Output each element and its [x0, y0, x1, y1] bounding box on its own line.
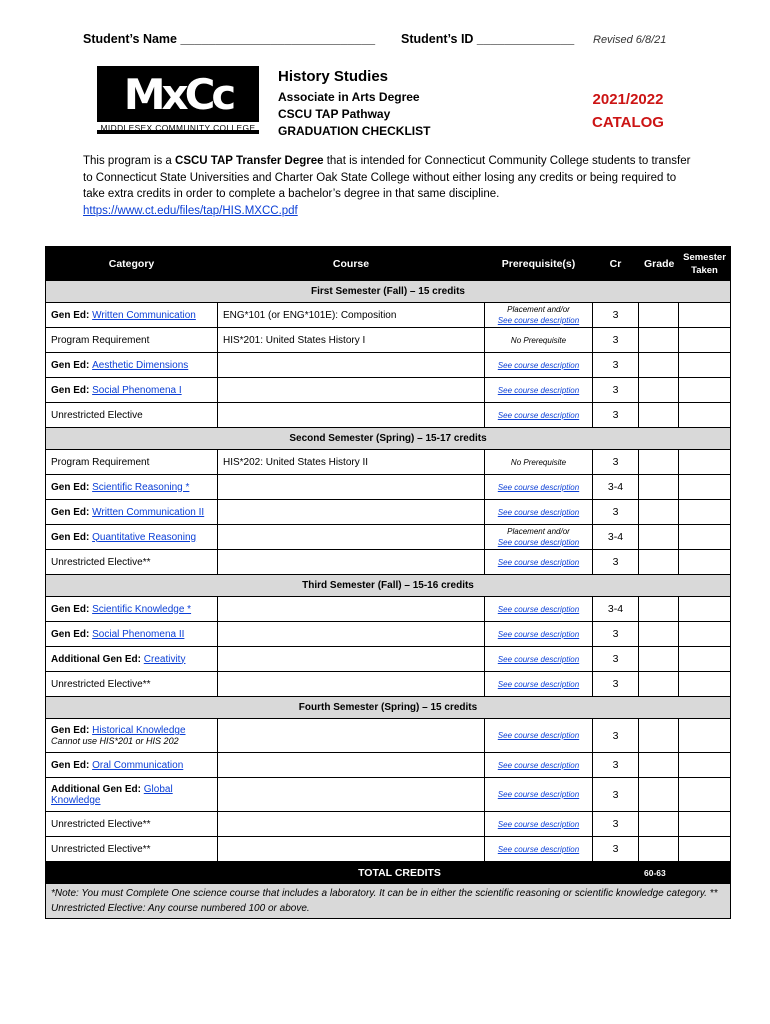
category-cell [46, 500, 218, 525]
course-cell[interactable] [218, 778, 485, 812]
table-row [46, 622, 731, 647]
credits-cell: 3 [593, 353, 639, 378]
semester-taken-cell[interactable] [679, 812, 731, 837]
table-row [46, 550, 731, 575]
prerequisite-cell [485, 475, 593, 500]
category-label: Unrestricted Elective** [51, 818, 151, 830]
student-info-line [83, 32, 683, 52]
table-row [46, 303, 731, 328]
grade-cell[interactable] [639, 672, 679, 697]
grade-cell[interactable] [639, 837, 679, 862]
table-row [46, 450, 731, 475]
footnote-text: *Note: You must Complete One science course that includes a laboratory. It can be in either the scientific reasoning or scientific knowledge category. ** Unrestricted Elective: Any course numbered 100 or above. [46, 884, 731, 919]
college-logo [97, 66, 259, 134]
course-cell[interactable] [218, 550, 485, 575]
semester-taken-cell[interactable] [679, 550, 731, 575]
credits-cell: 3 [593, 753, 639, 778]
intro-text-end: that is intended for Connecticut Community College students to transfer to Connecticut State Universities and Charter Oak State College without either losing any credits or being required to take extra credits in order to complete a bachelor’s degree in that same discipline. [83, 155, 691, 200]
category-prefix: Gen Ed: [51, 759, 93, 771]
header-credits: Cr [593, 247, 639, 281]
grade-cell[interactable] [639, 647, 679, 672]
category-cell [46, 672, 218, 697]
course-description-link[interactable]: See course description [497, 410, 580, 420]
table-row [46, 353, 731, 378]
header-grade: Grade [639, 247, 679, 281]
credits-cell: 3 [593, 622, 639, 647]
category-link[interactable]: Social Phenomena II [92, 628, 185, 640]
category-link[interactable]: Scientific Reasoning * [92, 481, 190, 493]
category-prefix: Gen Ed: [51, 309, 93, 321]
course-description-link[interactable]: See course description [497, 482, 580, 492]
credits-cell: 3 [593, 778, 639, 812]
course-cell[interactable] [218, 378, 485, 403]
course-description-link[interactable]: See course description [497, 731, 580, 740]
tap-pdf-link[interactable]: https://www.ct.edu/files/tap/HIS.MXCC.pdf [83, 204, 298, 217]
grade-cell[interactable] [639, 778, 679, 812]
table-row [46, 500, 731, 525]
category-label: Unrestricted Elective** [51, 843, 151, 855]
category-link[interactable]: Oral Communication [92, 759, 184, 771]
category-prefix: Gen Ed: [51, 725, 93, 736]
grade-cell[interactable] [639, 525, 679, 550]
credits-cell: 3 [593, 403, 639, 428]
category-label: Program Requirement [51, 334, 150, 346]
category-prefix: Gen Ed: [51, 603, 93, 615]
semester-taken-cell[interactable] [679, 672, 731, 697]
course-cell[interactable] [218, 475, 485, 500]
category-link[interactable]: Quantitative Reasoning [92, 531, 197, 543]
header-course: Course [218, 247, 485, 281]
category-note: Cannot use HIS*201 or HIS 202 [51, 736, 179, 746]
semester-taken-cell[interactable] [679, 597, 731, 622]
category-cell [46, 475, 218, 500]
prerequisite-cell [485, 778, 593, 812]
credits-cell: 3 [593, 328, 639, 353]
table-row [46, 672, 731, 697]
table-row [46, 837, 731, 862]
semester-header-row [46, 281, 731, 303]
course-description-link[interactable]: See course description [497, 604, 580, 614]
category-cell [46, 753, 218, 778]
prerequisite-text: No Prerequisite [510, 335, 567, 345]
grade-cell[interactable] [639, 812, 679, 837]
table-row [46, 597, 731, 622]
course-cell[interactable] [218, 812, 485, 837]
student-name-field[interactable]: Student’s Name ____________________________ [83, 32, 376, 46]
category-prefix: Gen Ed: [51, 506, 93, 518]
category-link[interactable]: Aesthetic Dimensions [92, 359, 189, 371]
category-label: Unrestricted Elective [51, 409, 143, 421]
grade-cell[interactable] [639, 353, 679, 378]
category-cell [46, 303, 218, 328]
semester-taken-cell[interactable] [679, 353, 731, 378]
grade-cell[interactable] [639, 303, 679, 328]
course-cell[interactable] [218, 672, 485, 697]
grade-cell[interactable] [639, 622, 679, 647]
category-cell [46, 353, 218, 378]
category-label: Unrestricted Elective** [51, 678, 151, 690]
credits-cell: 3 [593, 378, 639, 403]
table-row [46, 475, 731, 500]
prerequisite-cell [485, 647, 593, 672]
catalog-year: 2021/2022 [592, 91, 664, 108]
table-row [46, 378, 731, 403]
course-description-link[interactable]: See course description [497, 844, 580, 854]
semester-taken-cell[interactable] [679, 525, 731, 550]
course-description-link[interactable]: See course description [497, 679, 580, 689]
prerequisite-cell [485, 450, 593, 475]
credits-cell: 3 [593, 450, 639, 475]
category-label: Unrestricted Elective** [51, 556, 151, 568]
header-category: Category [46, 247, 218, 281]
total-credits-label: TOTAL CREDITS [46, 862, 639, 884]
prerequisite-cell [485, 550, 593, 575]
revised-date: Revised 6/8/21 [593, 34, 667, 46]
category-link[interactable]: Written Communication II [92, 506, 205, 518]
prerequisite-cell [485, 328, 593, 353]
category-cell [46, 597, 218, 622]
course-cell[interactable]: ENG*101 (or ENG*101E): Composition [218, 303, 485, 328]
course-description-link[interactable]: See course description [497, 819, 580, 829]
prerequisite-cell [485, 753, 593, 778]
category-cell [46, 328, 218, 353]
semester-taken-cell[interactable] [679, 475, 731, 500]
semester-taken-cell[interactable] [679, 303, 731, 328]
category-prefix: Gen Ed: [51, 359, 93, 371]
credits-cell: 3 [593, 837, 639, 862]
credits-cell: 3 [593, 303, 639, 328]
header-semester-taken: Semester Taken [679, 247, 731, 281]
category-prefix: Additional Gen Ed: [51, 653, 144, 665]
degree-type: Associate in Arts Degree [278, 90, 420, 104]
category-cell [46, 550, 218, 575]
course-description-link[interactable]: See course description [497, 538, 580, 547]
course-description-link[interactable]: See course description [497, 790, 580, 799]
category-prefix: Gen Ed: [51, 628, 93, 640]
semester-taken-cell[interactable] [679, 622, 731, 647]
category-link[interactable]: Creativity [143, 653, 186, 665]
logo-college-name: MIDDLESEX COMMUNITY COLLEGE [97, 122, 259, 130]
category-cell [46, 837, 218, 862]
category-label: Program Requirement [51, 456, 150, 468]
table-row [46, 719, 731, 753]
course-cell[interactable]: HIS*202: United States History II [218, 450, 485, 475]
table-row [46, 753, 731, 778]
table-row [46, 403, 731, 428]
course-cell[interactable] [218, 837, 485, 862]
intro-text-start: This program is a [83, 155, 176, 167]
program-title: History Studies [278, 68, 389, 85]
semester-taken-cell[interactable] [679, 328, 731, 353]
prerequisite-cell [485, 378, 593, 403]
prerequisite-cell [485, 597, 593, 622]
prerequisite-cell [485, 622, 593, 647]
semester-header-row [46, 697, 731, 719]
course-cell[interactable] [218, 353, 485, 378]
course-description-link[interactable]: See course description [497, 360, 580, 370]
semester-taken-cell[interactable] [679, 837, 731, 862]
course-description-link[interactable]: See course description [497, 760, 580, 770]
grade-cell[interactable] [639, 719, 679, 753]
intro-degree-name: CSCU TAP Transfer Degree [175, 155, 324, 167]
category-cell [46, 450, 218, 475]
prerequisite-cell [485, 353, 593, 378]
credits-cell: 3 [593, 647, 639, 672]
semester-title: Fourth Semester (Spring) – 15 credits [46, 697, 731, 719]
catalog-label: CATALOG [592, 114, 664, 131]
course-cell[interactable]: HIS*201: United States History I [218, 328, 485, 353]
credits-cell: 3-4 [593, 525, 639, 550]
prerequisite-cell [485, 812, 593, 837]
graduation-checklist-table [45, 246, 731, 919]
grade-cell[interactable] [639, 450, 679, 475]
student-id-field[interactable]: Student’s ID ______________ [401, 32, 575, 46]
prerequisite-cell [485, 525, 593, 550]
course-description-link[interactable]: See course description [497, 316, 580, 325]
course-cell[interactable] [218, 500, 485, 525]
semester-title: Third Semester (Fall) – 15-16 credits [46, 575, 731, 597]
semester-taken-cell[interactable] [679, 647, 731, 672]
semester-taken-cell[interactable] [679, 450, 731, 475]
table-row [46, 328, 731, 353]
prerequisite-text: Placement and/or [507, 305, 570, 314]
category-link[interactable]: Historical Knowledge [92, 725, 186, 736]
prerequisite-cell [485, 403, 593, 428]
course-description-link[interactable]: See course description [497, 507, 580, 517]
grade-cell[interactable] [639, 597, 679, 622]
category-prefix: Gen Ed: [51, 384, 93, 396]
header-prerequisites: Prerequisite(s) [485, 247, 593, 281]
program-description [83, 153, 693, 219]
category-cell [46, 778, 218, 812]
credits-cell: 3 [593, 719, 639, 753]
course-cell[interactable] [218, 622, 485, 647]
semester-header-row [46, 575, 731, 597]
category-prefix: Gen Ed: [51, 531, 93, 543]
category-cell [46, 812, 218, 837]
checklist-body [46, 281, 731, 862]
footnote-row [46, 884, 731, 919]
course-description-link[interactable]: See course description [497, 385, 580, 395]
course-cell[interactable] [218, 597, 485, 622]
prerequisite-text: No Prerequisite [510, 457, 567, 467]
category-cell [46, 403, 218, 428]
pathway-name: CSCU TAP Pathway [278, 107, 391, 121]
total-credits-row [46, 862, 731, 884]
credits-cell: 3 [593, 500, 639, 525]
total-credits-value: 60-63 [639, 862, 731, 884]
semester-taken-cell[interactable] [679, 500, 731, 525]
table-row [46, 812, 731, 837]
course-cell[interactable] [218, 525, 485, 550]
grade-cell[interactable] [639, 550, 679, 575]
course-cell[interactable] [218, 647, 485, 672]
category-prefix: Gen Ed: [51, 481, 93, 493]
category-cell [46, 622, 218, 647]
category-link[interactable]: Scientific Knowledge * [92, 603, 192, 615]
category-cell [46, 525, 218, 550]
table-row [46, 525, 731, 550]
checklist-label: GRADUATION CHECKLIST [278, 124, 431, 138]
grade-cell[interactable] [639, 328, 679, 353]
prerequisite-text: Placement and/or [507, 527, 570, 536]
credits-cell: 3 [593, 672, 639, 697]
grade-cell[interactable] [639, 378, 679, 403]
table-row [46, 778, 731, 812]
table-header-row [46, 247, 731, 281]
credits-cell: 3 [593, 550, 639, 575]
credits-cell: 3-4 [593, 475, 639, 500]
grade-cell[interactable] [639, 403, 679, 428]
prerequisite-cell [485, 719, 593, 753]
semester-taken-cell[interactable] [679, 403, 731, 428]
category-link[interactable]: Social Phenomena I [92, 384, 182, 396]
semester-taken-cell[interactable] [679, 378, 731, 403]
grade-cell[interactable] [639, 753, 679, 778]
prerequisite-cell [485, 837, 593, 862]
course-cell[interactable] [218, 753, 485, 778]
prerequisite-cell [485, 672, 593, 697]
category-link[interactable]: Global Knowledge [51, 783, 173, 806]
table-row [46, 647, 731, 672]
semester-title: Second Semester (Spring) – 15-17 credits [46, 428, 731, 450]
semester-header-row [46, 428, 731, 450]
course-description-link[interactable]: See course description [497, 557, 580, 567]
course-description-link[interactable]: See course description [497, 629, 580, 639]
category-link[interactable]: Written Communication [92, 309, 196, 321]
category-cell [46, 719, 218, 753]
credits-cell: 3-4 [593, 597, 639, 622]
prerequisite-cell [485, 500, 593, 525]
category-cell [46, 647, 218, 672]
course-cell[interactable] [218, 719, 485, 753]
course-cell[interactable] [218, 403, 485, 428]
category-cell [46, 378, 218, 403]
prerequisite-cell [485, 303, 593, 328]
semester-title: First Semester (Fall) – 15 credits [46, 281, 731, 303]
logo-mark: MxCc [123, 70, 233, 119]
semester-taken-cell[interactable] [679, 753, 731, 778]
course-description-link[interactable]: See course description [497, 654, 580, 664]
grade-cell[interactable] [639, 500, 679, 525]
credits-cell: 3 [593, 812, 639, 837]
grade-cell[interactable] [639, 475, 679, 500]
semester-taken-cell[interactable] [679, 719, 731, 753]
semester-taken-cell[interactable] [679, 778, 731, 812]
category-prefix: Additional Gen Ed: [51, 783, 144, 795]
